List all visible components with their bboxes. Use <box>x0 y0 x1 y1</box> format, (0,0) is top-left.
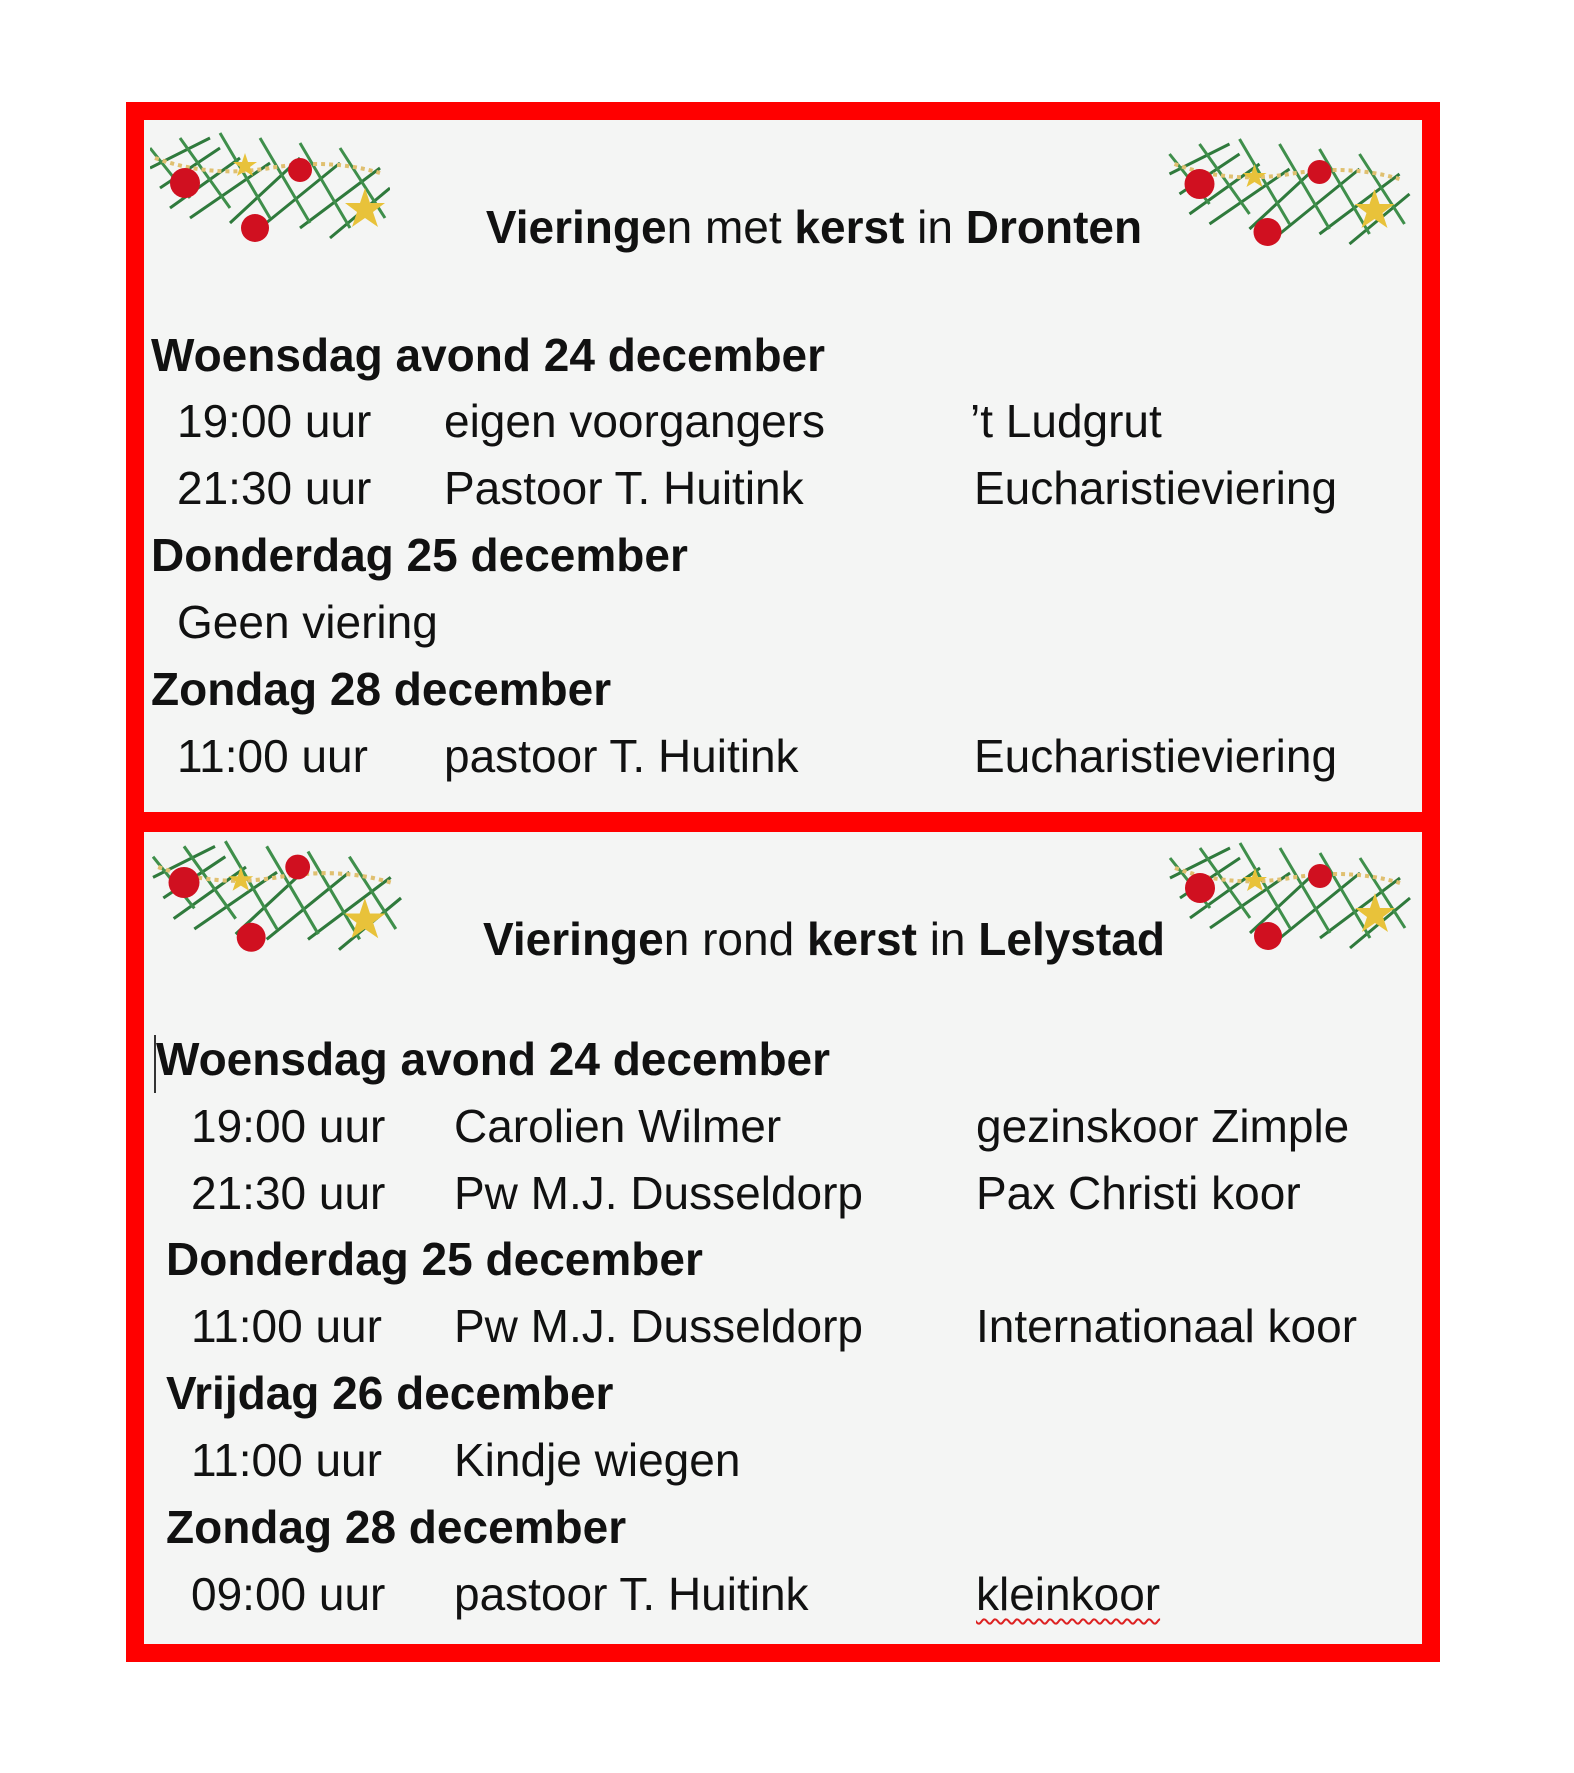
christmas-garland-icon <box>150 128 390 248</box>
bauble-icon <box>1185 169 1215 199</box>
title-part: in <box>904 201 966 253</box>
page-title <box>384 912 1264 966</box>
service-time: 11:00 uur <box>177 730 368 782</box>
panel-dronten <box>144 120 1422 812</box>
panel-lelystad <box>144 832 1422 1644</box>
service-time: 11:00 uur <box>191 1300 382 1352</box>
service-type: ’t Ludgrut <box>970 395 1162 447</box>
service-leader: Pw M.J. Dusseldorp <box>454 1167 864 1219</box>
bauble-icon <box>1254 218 1282 246</box>
title-part: in <box>916 913 979 965</box>
service-time: 11:00 uur <box>191 1434 382 1486</box>
star-icon <box>228 867 253 891</box>
title-part: n met <box>666 201 795 253</box>
title-part: n rond <box>663 913 807 965</box>
service-leader: Pastoor T. Huitink <box>444 462 804 514</box>
star-icon <box>1243 164 1267 187</box>
service-row <box>144 394 1422 454</box>
service-row <box>144 729 1422 789</box>
title-part: kerst <box>806 913 917 965</box>
service-leader: Pw M.J. Dusseldorp <box>454 1300 864 1352</box>
service-time: 09:00 uur <box>191 1568 386 1620</box>
christmas-garland-icon <box>152 836 402 960</box>
bauble-icon <box>241 214 269 242</box>
bauble-icon <box>1308 864 1332 888</box>
service-row <box>144 1433 1422 1493</box>
title-part: Dronten <box>965 201 1143 253</box>
service-type: Pax Christi koor <box>976 1167 1301 1219</box>
day-heading: Zondag 28 december <box>166 1501 627 1553</box>
service-time: 19:00 uur <box>177 395 372 447</box>
service-row <box>144 1099 1422 1159</box>
title-part: kerst <box>794 201 905 253</box>
service-time: 19:00 uur <box>191 1100 386 1152</box>
title-part: Vieringe <box>485 201 667 253</box>
service-leader: eigen voorgangers <box>444 395 826 447</box>
bauble-icon <box>288 158 312 182</box>
star-icon <box>1243 868 1267 891</box>
day-heading: Donderdag 25 december <box>166 1233 703 1285</box>
title-part: Vieringe <box>483 913 664 965</box>
bauble-icon <box>285 855 310 880</box>
day-heading: Vrijdag 26 december <box>166 1367 614 1419</box>
service-leader: pastoor T. Huitink <box>444 730 799 782</box>
bauble-icon <box>169 867 200 898</box>
service-type: gezinskoor Zimple <box>976 1100 1350 1152</box>
bauble-icon <box>237 923 266 952</box>
service-row <box>144 1567 1422 1627</box>
service-leader: pastoor T. Huitink <box>454 1568 809 1620</box>
bauble-icon <box>1308 160 1332 184</box>
day-heading: Woensdag avond 24 december <box>156 1033 831 1085</box>
service-type: Eucharistieviering <box>974 730 1338 782</box>
bauble-icon <box>170 168 200 198</box>
service-row <box>144 461 1422 521</box>
bauble-icon <box>1185 873 1215 903</box>
service-type: kleinkoor <box>976 1568 1161 1620</box>
page-title <box>374 200 1254 254</box>
service-leader: Carolien Wilmer <box>454 1100 782 1152</box>
service-time: 21:30 uur <box>191 1167 386 1219</box>
service-type: Eucharistieviering <box>974 462 1338 514</box>
service-leader: Kindje wiegen <box>454 1434 741 1486</box>
title-part: Lelystad <box>978 913 1165 965</box>
service-type: Internationaal koor <box>976 1300 1358 1352</box>
service-row <box>144 1166 1422 1226</box>
service-note: Geen viering <box>177 596 438 648</box>
day-heading: Zondag 28 december <box>151 663 612 715</box>
service-row <box>144 595 1422 655</box>
service-row <box>144 1299 1422 1359</box>
day-heading: Donderdag 25 december <box>151 529 688 581</box>
service-time: 21:30 uur <box>177 462 372 514</box>
day-heading: Woensdag avond 24 december <box>151 329 826 381</box>
